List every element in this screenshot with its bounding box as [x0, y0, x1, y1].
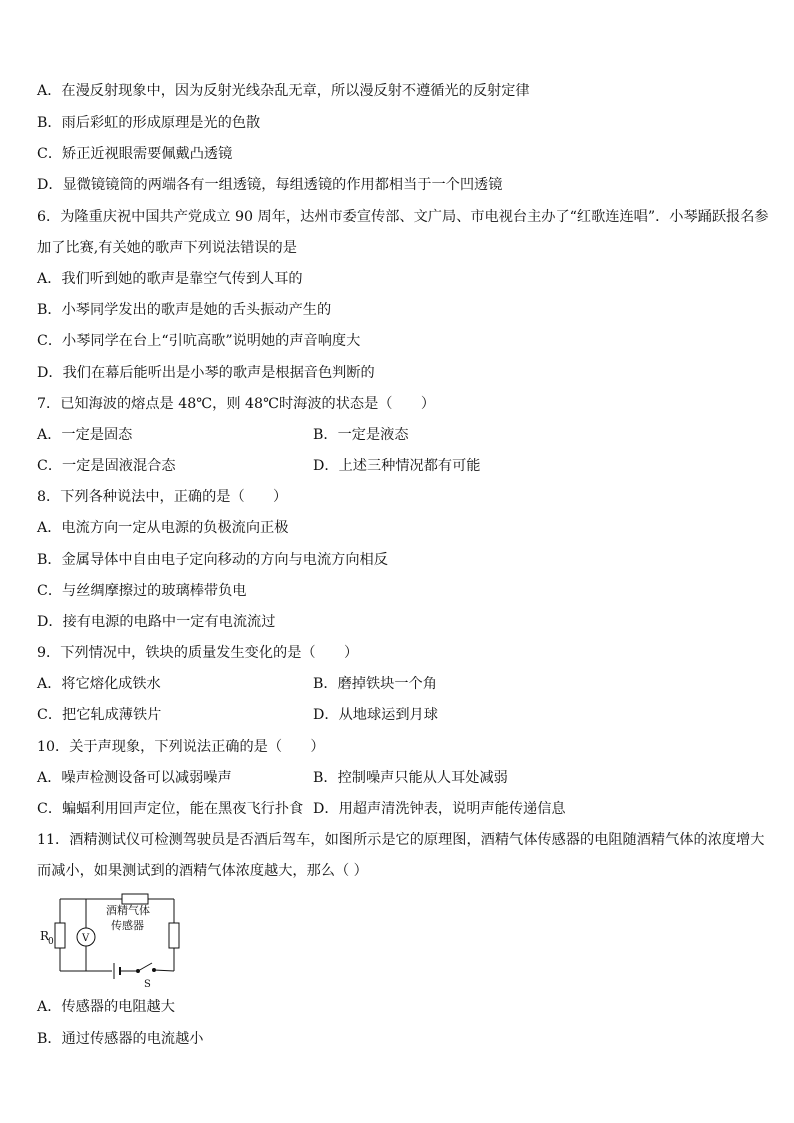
- voltmeter-label: V: [82, 933, 90, 944]
- q11-stem-line2: 而减小，如果测试到的酒精气体浓度越大，那么（ ）: [37, 863, 368, 879]
- switch-label: S: [144, 979, 151, 990]
- sensor-label-line1: 酒精气体: [106, 904, 150, 917]
- sensor-resistor-top: [122, 894, 148, 904]
- wire-bottom-right: [154, 970, 174, 971]
- q5-option-a: A．在漫反射现象中，因为反射光线杂乱无章，所以漫反射不遵循光的反射定律: [37, 83, 530, 99]
- q8-option-b: B．金属导体中自由电子定向移动的方向与电流方向相反: [37, 552, 388, 568]
- sensor-resistor-right: [169, 923, 179, 948]
- q9-option-d: D．从地球运到月球: [313, 707, 438, 723]
- q9-option-a: A．将它熔化成铁水: [37, 676, 161, 692]
- q6-stem-line1: 6．为隆重庆祝中国共产党成立 90 周年，达州市委宣传部、文广局、市电视台主办了“红歌连连唱”．小琴踊跃报名参: [37, 209, 769, 225]
- q10-option-a: A．噪声检测设备可以减弱噪声: [37, 770, 232, 786]
- r0-label: R: [40, 929, 50, 943]
- q7-stem: 7．已知海波的熔点是 48℃，则 48℃时海波的状态是（ ）: [37, 396, 436, 412]
- r0-resistor: [55, 923, 65, 948]
- q6-option-d: D．我们在幕后能听出是小琴的歌声是根据音色判断的: [37, 365, 375, 381]
- switch-lever: [138, 963, 152, 971]
- q8-option-a: A．电流方向一定从电源的负极流向正极: [37, 520, 289, 536]
- q6-option-a: A．我们听到她的歌声是靠空气传到人耳的: [37, 271, 303, 287]
- q11-stem-line1: 11．酒精测试仪可检测驾驶员是否酒后驾车，如图所示是它的原理图，酒精气体传感器的电阻随酒精气体的浓度增大: [37, 832, 765, 848]
- q7-option-d: D．上述三种情况都有可能: [313, 458, 481, 474]
- q8-option-c: C．与丝绸摩擦过的玻璃棒带负电: [37, 583, 247, 599]
- q6-option-b: B．小琴同学发出的歌声是她的舌头振动产生的: [37, 302, 332, 318]
- switch-contact: [153, 969, 156, 972]
- q5-option-b: B．雨后彩虹的形成原理是光的色散: [37, 115, 261, 131]
- q5-option-d: D．显微镜镜筒的两端各有一组透镜，每组透镜的作用都相当于一个凹透镜: [37, 177, 503, 193]
- circuit-diagram: [36, 890, 186, 990]
- q9-stem: 9．下列情况中，铁块的质量发生变化的是（ ）: [37, 645, 359, 661]
- q11-option-b: B．通过传感器的电流越小: [37, 1031, 204, 1047]
- q5-option-c: C．矫正近视眼需要佩戴凸透镜: [37, 146, 233, 162]
- q11-option-a: A．传感器的电阻越大: [37, 999, 175, 1015]
- q8-stem: 8．下列各种说法中，正确的是（ ）: [37, 489, 288, 505]
- q10-option-d: D．用超声清洗钟表，说明声能传递信息: [313, 801, 566, 817]
- q8-option-d: D．接有电源的电路中一定有电流流过: [37, 614, 276, 630]
- q10-option-b: B．控制噪声只能从人耳处减弱: [313, 770, 508, 786]
- q7-option-a: A．一定是固态: [37, 427, 133, 443]
- q9-option-c: C．把它轧成薄铁片: [37, 707, 162, 723]
- q7-option-c: C．一定是固液混合态: [37, 458, 176, 474]
- q6-option-c: C．小琴同学在台上“引吭高歌”说明她的声音响度大: [37, 333, 361, 349]
- q7-option-b: B．一定是液态: [313, 427, 409, 443]
- q9-option-b: B．磨掉铁块一个角: [313, 676, 437, 692]
- q10-stem: 10．关于声现象，下列说法正确的是（ ）: [37, 739, 325, 755]
- q10-option-c: C．蝙蝠利用回声定位，能在黑夜飞行扑食: [37, 801, 304, 817]
- q6-stem-line2: 加了比赛,有关她的歌声下列说法错误的是: [37, 240, 297, 256]
- sensor-label-line2: 传感器: [111, 919, 144, 932]
- r0-subscript: 0: [48, 937, 54, 947]
